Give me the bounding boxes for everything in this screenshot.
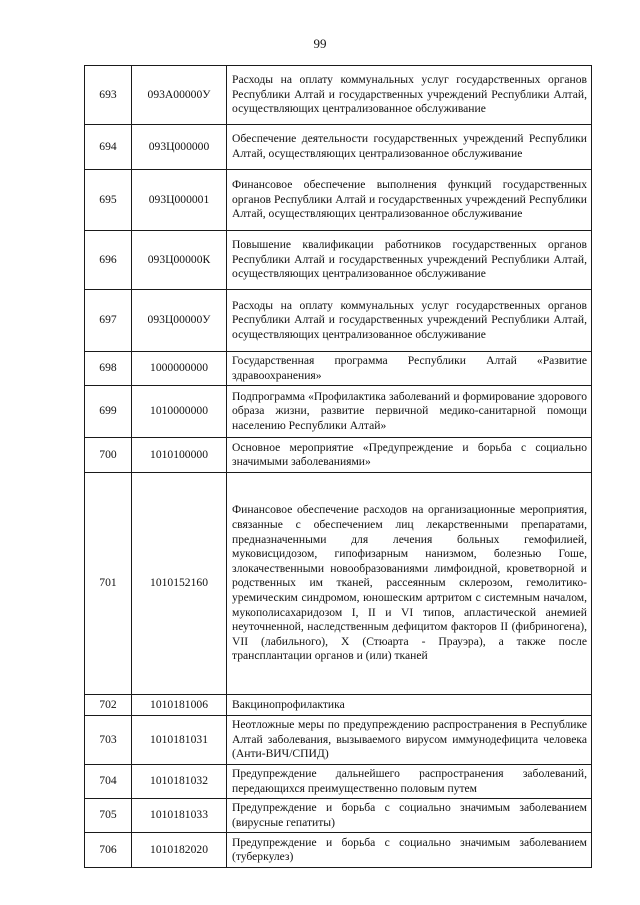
row-number: 705 <box>85 799 132 833</box>
row-description: Неотложные меры по предупреждению распространения в Республике Алтай заболевания, вызываемого вирусом иммунодефицита человека (Анти-ВИЧ/СПИД) <box>227 716 592 765</box>
row-description: Основное мероприятие «Предупреждение и борьба с социально значимыми заболеваниями» <box>227 438 592 473</box>
row-number: 696 <box>85 231 132 290</box>
row-number: 695 <box>85 170 132 231</box>
table-row <box>85 170 592 231</box>
row-code: 1010152160 <box>132 473 227 695</box>
table-row <box>85 231 592 290</box>
table-row <box>85 473 592 695</box>
row-description: Повышение квалификации работников государственных органов Республики Алтай и государственных учреждений Республики Алтай, осуществляющих централизованное обслуживание <box>227 231 592 290</box>
row-number: 693 <box>85 66 132 125</box>
table-row <box>85 66 592 125</box>
row-code: 1010000000 <box>132 386 227 438</box>
row-description: Предупреждение и борьба с социально значимым заболеванием (вирусные гепатиты) <box>227 799 592 833</box>
row-number: 703 <box>85 716 132 765</box>
table-row <box>85 695 592 716</box>
row-description: Финансовое обеспечение выполнения функций государственных органов Республики Алтай и государственных учреждений Республики Алтай, осуществляющих централизованное обслуживание <box>227 170 592 231</box>
row-description: Вакцинопрофилактика <box>227 695 592 716</box>
row-code: 093Ц00000К <box>132 231 227 290</box>
row-code: 1010181006 <box>132 695 227 716</box>
row-code: 1010181033 <box>132 799 227 833</box>
row-description: Финансовое обеспечение расходов на организационные мероприятия, связанные с обеспечением лиц лекарственными препаратами, предназначенными для лечения больных гемофилией, муковисцидозом, гипофизарным нанизмом, болезнью Гоше, злокачественными новообразованиями лимфоидной, кроветворной и родственных им тканей, рассеянным склерозом, гемолитико-уремическим синдромом, юношеским артритом с системным началом, мукополисахаридозом I, II и VI типов, апластической анемией неуточненной, наследственным дефицитом факторов II (фибриногена), VII (лабильного), X (Стюарта - Прауэра), а также после трансплантации органов и (или) тканей <box>227 473 592 695</box>
table-row <box>85 352 592 386</box>
row-number: 704 <box>85 764 132 798</box>
row-description: Предупреждение дальнейшего распространения заболеваний, передающихся преимущественно половым путем <box>227 764 592 798</box>
row-number: 700 <box>85 438 132 473</box>
row-description: Подпрограмма «Профилактика заболеваний и формирование здорового образа жизни, развитие первичной медико-санитарной помощи населению Республики Алтай» <box>227 386 592 438</box>
table-row <box>85 833 592 868</box>
row-code: 1010181032 <box>132 764 227 798</box>
table-row <box>85 125 592 170</box>
row-code: 1000000000 <box>132 352 227 386</box>
row-code: 093А00000У <box>132 66 227 125</box>
row-number: 702 <box>85 695 132 716</box>
table-row <box>85 438 592 473</box>
row-number: 694 <box>85 125 132 170</box>
page-number: 99 <box>313 36 327 51</box>
row-number: 699 <box>85 386 132 438</box>
row-code: 1010100000 <box>132 438 227 473</box>
table-row <box>85 290 592 352</box>
row-description: Предупреждение и борьба с социально значимым заболеванием (туберкулез) <box>227 833 592 868</box>
row-number: 697 <box>85 290 132 352</box>
row-code: 093Ц000001 <box>132 170 227 231</box>
row-code: 1010181031 <box>132 716 227 765</box>
row-code: 1010182020 <box>132 833 227 868</box>
row-description: Государственная программа Республики Алтай «Развитие здравоохранения» <box>227 352 592 386</box>
row-number: 706 <box>85 833 132 868</box>
table-row <box>85 716 592 765</box>
row-description: Обеспечение деятельности государственных учреждений Республики Алтай, осуществляющих централизованное обслуживание <box>227 125 592 170</box>
row-description: Расходы на оплату коммунальных услуг государственных органов Республики Алтай и государственных учреждений Республики Алтай, осуществляющих централизованное обслуживание <box>227 66 592 125</box>
table-row <box>85 386 592 438</box>
row-code: 093Ц00000У <box>132 290 227 352</box>
row-number: 698 <box>85 352 132 386</box>
table-row <box>85 764 592 798</box>
row-description: Расходы на оплату коммунальных услуг государственных органов Республики Алтай и государственных учреждений Республики Алтай, осуществляющих централизованное обслуживание <box>227 290 592 352</box>
row-code: 093Ц000000 <box>132 125 227 170</box>
budget-codes-table <box>84 65 592 868</box>
table-row <box>85 799 592 833</box>
row-number: 701 <box>85 473 132 695</box>
table-body <box>85 66 592 868</box>
